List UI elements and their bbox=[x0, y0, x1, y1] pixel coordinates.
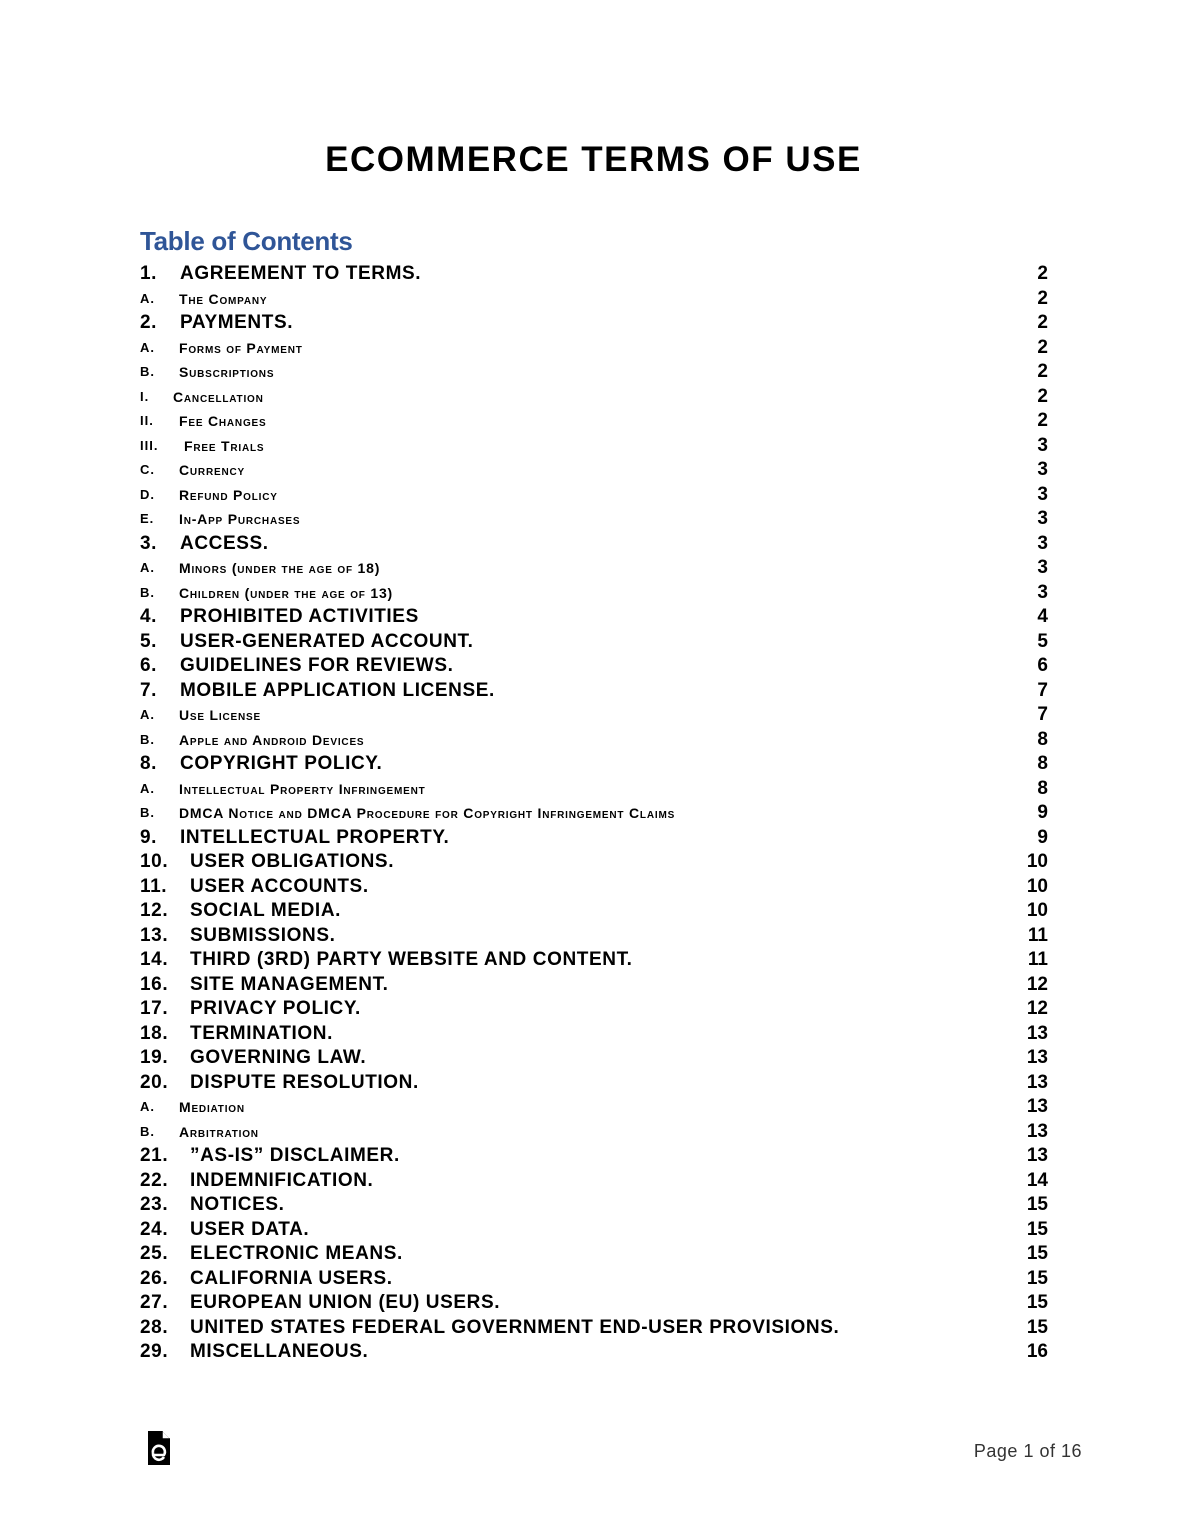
toc-entry[interactable] bbox=[140, 1022, 1048, 1047]
toc-entry-label: Currency bbox=[179, 462, 245, 478]
toc-entry[interactable] bbox=[140, 1218, 1048, 1243]
toc-entry-label: DISPUTE RESOLUTION. bbox=[190, 1071, 419, 1093]
toc-entry-page: 15 bbox=[1026, 1194, 1048, 1215]
toc-entry-label: Apple and Android Devices bbox=[179, 731, 365, 748]
toc-entry-page: 15 bbox=[1026, 1292, 1048, 1313]
toc-entry[interactable] bbox=[140, 336, 1048, 361]
toc-entry-number: B. bbox=[140, 1123, 155, 1139]
toc-entry[interactable] bbox=[140, 1316, 1048, 1341]
toc-entry-label: AGREEMENT TO TERMS. bbox=[180, 263, 422, 284]
toc-entry-number: E. bbox=[140, 511, 155, 526]
toc-entry[interactable] bbox=[140, 948, 1048, 973]
toc-entry[interactable] bbox=[140, 924, 1048, 949]
toc-entry-page: 10 bbox=[1026, 900, 1048, 921]
toc-entry-page: 13 bbox=[1026, 1120, 1048, 1142]
toc-entry-number: 20. bbox=[140, 1071, 169, 1093]
toc-entry-number: 3. bbox=[140, 532, 158, 554]
toc-entry[interactable] bbox=[140, 434, 1048, 459]
toc-entry-number: A. bbox=[140, 780, 155, 796]
toc-entry[interactable] bbox=[140, 262, 1048, 287]
toc-entry-label: In-App Purchases bbox=[179, 511, 301, 527]
toc-entry-page: 12 bbox=[1026, 998, 1048, 1019]
toc-entry-number: 11. bbox=[140, 875, 168, 897]
toc-entry-page: 13 bbox=[1026, 1071, 1048, 1093]
toc-entry-page: 15 bbox=[1026, 1218, 1048, 1240]
toc-entry-page: 5 bbox=[1037, 630, 1048, 652]
toc-entry-label: SUBMISSIONS. bbox=[190, 924, 336, 946]
toc-entry-number: 21. bbox=[140, 1145, 169, 1166]
toc-entry-number: 8. bbox=[140, 753, 158, 774]
toc-entry-page: 3 bbox=[1037, 459, 1048, 480]
toc-entry-page: 3 bbox=[1037, 581, 1048, 603]
document-title: ECOMMERCE TERMS OF USE bbox=[325, 140, 862, 179]
toc-entry-page: 13 bbox=[1026, 1096, 1048, 1117]
toc-entry[interactable] bbox=[140, 703, 1048, 728]
toc-entry-page: 13 bbox=[1026, 1145, 1048, 1166]
toc-entry-number: C. bbox=[140, 462, 155, 477]
toc-entry-page: 2 bbox=[1037, 410, 1048, 431]
toc-entry-page: 11 bbox=[1027, 949, 1048, 970]
toc-entry-label: Fee Changes bbox=[179, 413, 267, 429]
toc-entry[interactable] bbox=[140, 385, 1048, 410]
toc-entry-page: 2 bbox=[1037, 336, 1048, 358]
toc-entry-label: SOCIAL MEDIA. bbox=[190, 900, 342, 921]
toc-entry[interactable] bbox=[140, 752, 1048, 777]
toc-entry-page: 4 bbox=[1037, 606, 1048, 627]
toc-entry-label: PRIVACY POLICY. bbox=[190, 998, 361, 1019]
toc-entry[interactable] bbox=[140, 507, 1048, 532]
toc-entry-page: 3 bbox=[1037, 557, 1048, 578]
toc-entry[interactable] bbox=[140, 556, 1048, 581]
toc-entry-number: B. bbox=[140, 805, 155, 820]
toc-entry-label: GOVERNING LAW. bbox=[190, 1047, 367, 1068]
toc-entry[interactable] bbox=[140, 311, 1048, 336]
toc-entry-page: 2 bbox=[1037, 385, 1048, 407]
toc-entry[interactable] bbox=[140, 826, 1048, 851]
toc-entry-page: 10 bbox=[1026, 851, 1048, 872]
toc-entry-label: MISCELLANEOUS. bbox=[190, 1341, 369, 1362]
toc-entry-label: CALIFORNIA USERS. bbox=[190, 1267, 393, 1289]
toc-entry-label: Cancellation bbox=[173, 388, 264, 405]
toc-entry-label: INTELLECTUAL PROPERTY. bbox=[180, 826, 450, 848]
toc-entry[interactable] bbox=[140, 1071, 1048, 1096]
toc-entry-number: 12. bbox=[140, 900, 169, 921]
toc-entry[interactable] bbox=[140, 801, 1048, 826]
toc-entry-page: 3 bbox=[1037, 434, 1048, 456]
toc-entry-number: 2. bbox=[140, 312, 158, 333]
toc-entry-page: 9 bbox=[1037, 826, 1048, 848]
toc-entry-page: 12 bbox=[1026, 973, 1048, 995]
toc-entry-number: 24. bbox=[140, 1218, 169, 1240]
toc-entry-page: 11 bbox=[1027, 924, 1048, 946]
toc-entry[interactable] bbox=[140, 458, 1048, 483]
toc-entry-number: 26. bbox=[140, 1267, 169, 1289]
toc-entry-label: Arbitration bbox=[179, 1123, 259, 1140]
toc-entry[interactable] bbox=[140, 728, 1048, 753]
toc-entry-label: Forms of Payment bbox=[179, 339, 303, 356]
toc-entry-page: 2 bbox=[1037, 312, 1048, 333]
toc-entry-label: MOBILE APPLICATION LICENSE. bbox=[180, 679, 495, 701]
toc-entry-number: 16. bbox=[140, 973, 169, 995]
toc-entry[interactable] bbox=[140, 1291, 1048, 1316]
toc-entry-label: Subscriptions bbox=[179, 364, 275, 380]
toc-entry-label: Refund Policy bbox=[179, 486, 278, 503]
toc-entry-page: 2 bbox=[1037, 287, 1048, 309]
page-number: Page 1 of 16 bbox=[973, 1441, 1082, 1461]
toc-entry[interactable] bbox=[140, 1242, 1048, 1267]
toc-entry-number: I. bbox=[140, 388, 150, 404]
toc-entry-number: 27. bbox=[140, 1292, 169, 1313]
toc-entry-number: 18. bbox=[140, 1022, 169, 1044]
toc-entry-number: II. bbox=[140, 413, 154, 428]
toc-entry-page: 8 bbox=[1037, 753, 1048, 774]
toc-entry-page: 2 bbox=[1037, 361, 1048, 382]
toc-entry[interactable] bbox=[140, 899, 1048, 924]
toc-entry-label: NOTICES. bbox=[190, 1194, 285, 1215]
toc-entry-label: DMCA Notice and DMCA Procedure for Copyright Infringement Claims bbox=[179, 805, 676, 821]
toc-entry-number: 25. bbox=[140, 1243, 169, 1264]
toc-entry-label: INDEMNIFICATION. bbox=[190, 1169, 374, 1191]
toc-entry-page: 3 bbox=[1037, 508, 1048, 529]
toc-entry-number: A. bbox=[140, 339, 155, 355]
table-of-contents bbox=[140, 262, 1048, 1365]
toc-entry-number: 22. bbox=[140, 1169, 169, 1191]
toc-entry-label: The Company bbox=[179, 290, 268, 307]
toc-entry-number: 5. bbox=[140, 630, 158, 652]
toc-entry-page: 7 bbox=[1037, 704, 1048, 725]
toc-entry-page: 2 bbox=[1037, 263, 1048, 284]
toc-entry-number: 17. bbox=[140, 998, 169, 1019]
toc-entry-number: D. bbox=[140, 486, 155, 502]
toc-entry-page: 13 bbox=[1026, 1047, 1048, 1068]
toc-entry-label: SITE MANAGEMENT. bbox=[190, 973, 389, 995]
toc-entry-number: A. bbox=[140, 707, 155, 722]
toc-entry[interactable] bbox=[140, 973, 1048, 998]
toc-entry-page: 7 bbox=[1037, 679, 1048, 701]
toc-entry-number: 13. bbox=[140, 924, 169, 946]
toc-entry-page: 15 bbox=[1026, 1243, 1048, 1264]
toc-entry-number: B. bbox=[140, 731, 155, 747]
toc-entry-page: 10 bbox=[1026, 875, 1048, 897]
toc-entry-label: Children (under the age of 13) bbox=[179, 584, 394, 601]
toc-entry-number: 6. bbox=[140, 655, 158, 676]
toc-entry[interactable] bbox=[140, 875, 1048, 900]
toc-entry-number: A. bbox=[140, 1099, 155, 1114]
toc-entry[interactable] bbox=[140, 777, 1048, 802]
toc-entry-number: 9. bbox=[140, 826, 158, 848]
toc-entry[interactable] bbox=[140, 654, 1048, 679]
toc-entry-number: 28. bbox=[140, 1316, 169, 1338]
toc-entry-label: GUIDELINES FOR REVIEWS. bbox=[180, 655, 454, 676]
toc-entry[interactable] bbox=[140, 1046, 1048, 1071]
toc-entry-number: A. bbox=[140, 290, 155, 306]
toc-entry-label: PAYMENTS. bbox=[180, 312, 294, 333]
toc-entry-label: THIRD (3RD) PARTY WEBSITE AND CONTENT. bbox=[190, 949, 633, 970]
toc-entry-number: 10. bbox=[140, 851, 169, 872]
toc-entry[interactable] bbox=[140, 483, 1048, 508]
toc-entry[interactable] bbox=[140, 1340, 1048, 1365]
toc-entry-number: B. bbox=[140, 584, 155, 600]
toc-entry-number: 14. bbox=[140, 949, 169, 970]
esign-document-icon bbox=[146, 1429, 172, 1467]
toc-entry-page: 8 bbox=[1037, 728, 1048, 750]
toc-entry-page: 3 bbox=[1037, 532, 1048, 554]
toc-entry-label: Free Trials bbox=[184, 437, 265, 454]
toc-entry[interactable] bbox=[140, 287, 1048, 312]
toc-entry[interactable] bbox=[140, 1120, 1048, 1145]
toc-entry-page: 15 bbox=[1026, 1316, 1048, 1338]
toc-entry-label: USER ACCOUNTS. bbox=[190, 875, 369, 897]
toc-entry[interactable] bbox=[140, 605, 1048, 630]
toc-entry[interactable] bbox=[140, 409, 1048, 434]
toc-entry-page: 13 bbox=[1026, 1022, 1048, 1044]
toc-entry[interactable] bbox=[140, 532, 1048, 557]
toc-entry-page: 14 bbox=[1026, 1169, 1048, 1191]
toc-entry-number: III. bbox=[140, 437, 159, 453]
toc-entry-label: COPYRIGHT POLICY. bbox=[180, 753, 383, 774]
toc-entry-number: A. bbox=[140, 560, 155, 575]
toc-entry-label: Mediation bbox=[179, 1099, 245, 1115]
toc-entry-label: USER DATA. bbox=[190, 1218, 310, 1240]
toc-entry[interactable] bbox=[140, 1169, 1048, 1194]
toc-entry[interactable] bbox=[140, 997, 1048, 1022]
toc-entry-number: B. bbox=[140, 364, 155, 379]
toc-entry[interactable] bbox=[140, 1267, 1048, 1292]
toc-heading: Table of Contents bbox=[140, 226, 353, 256]
toc-entry-number: 4. bbox=[140, 606, 158, 627]
toc-entry-page: 15 bbox=[1026, 1267, 1048, 1289]
toc-entry-number: 7. bbox=[140, 679, 158, 701]
toc-entry[interactable] bbox=[140, 1193, 1048, 1218]
toc-entry[interactable] bbox=[140, 1095, 1048, 1120]
toc-entry-label: Use License bbox=[179, 707, 261, 723]
toc-entry-label: USER OBLIGATIONS. bbox=[190, 851, 395, 872]
toc-entry-page: 9 bbox=[1037, 802, 1048, 823]
toc-entry-label: ACCESS. bbox=[180, 532, 269, 554]
toc-entry-label: Intellectual Property Infringement bbox=[179, 780, 426, 797]
toc-entry-label: ELECTRONIC MEANS. bbox=[190, 1243, 403, 1264]
toc-entry-number: 1. bbox=[140, 263, 158, 284]
toc-entry-page: 16 bbox=[1026, 1341, 1048, 1362]
toc-entry[interactable] bbox=[140, 679, 1048, 704]
toc-entry-page: 8 bbox=[1037, 777, 1048, 799]
toc-entry-page: 6 bbox=[1037, 655, 1048, 676]
toc-entry[interactable] bbox=[140, 360, 1048, 385]
toc-entry[interactable] bbox=[140, 1144, 1048, 1169]
toc-entry-label: USER-GENERATED ACCOUNT. bbox=[180, 630, 474, 652]
toc-entry[interactable] bbox=[140, 850, 1048, 875]
toc-entry[interactable] bbox=[140, 630, 1048, 655]
toc-entry-number: 29. bbox=[140, 1341, 169, 1362]
toc-entry-page: 3 bbox=[1037, 483, 1048, 505]
toc-entry-label: UNITED STATES FEDERAL GOVERNMENT END-USER PROVISIONS. bbox=[190, 1316, 840, 1338]
toc-entry-label: TERMINATION. bbox=[190, 1022, 334, 1044]
toc-entry-label: PROHIBITED ACTIVITIES bbox=[180, 606, 419, 627]
toc-entry-number: 19. bbox=[140, 1047, 169, 1068]
toc-entry-label: Minors (under the age of 18) bbox=[179, 560, 381, 576]
toc-entry-label: EUROPEAN UNION (EU) USERS. bbox=[190, 1292, 501, 1313]
toc-entry-number: 23. bbox=[140, 1194, 169, 1215]
toc-entry-label: ”AS-IS” DISCLAIMER. bbox=[190, 1145, 400, 1166]
toc-entry[interactable] bbox=[140, 581, 1048, 606]
